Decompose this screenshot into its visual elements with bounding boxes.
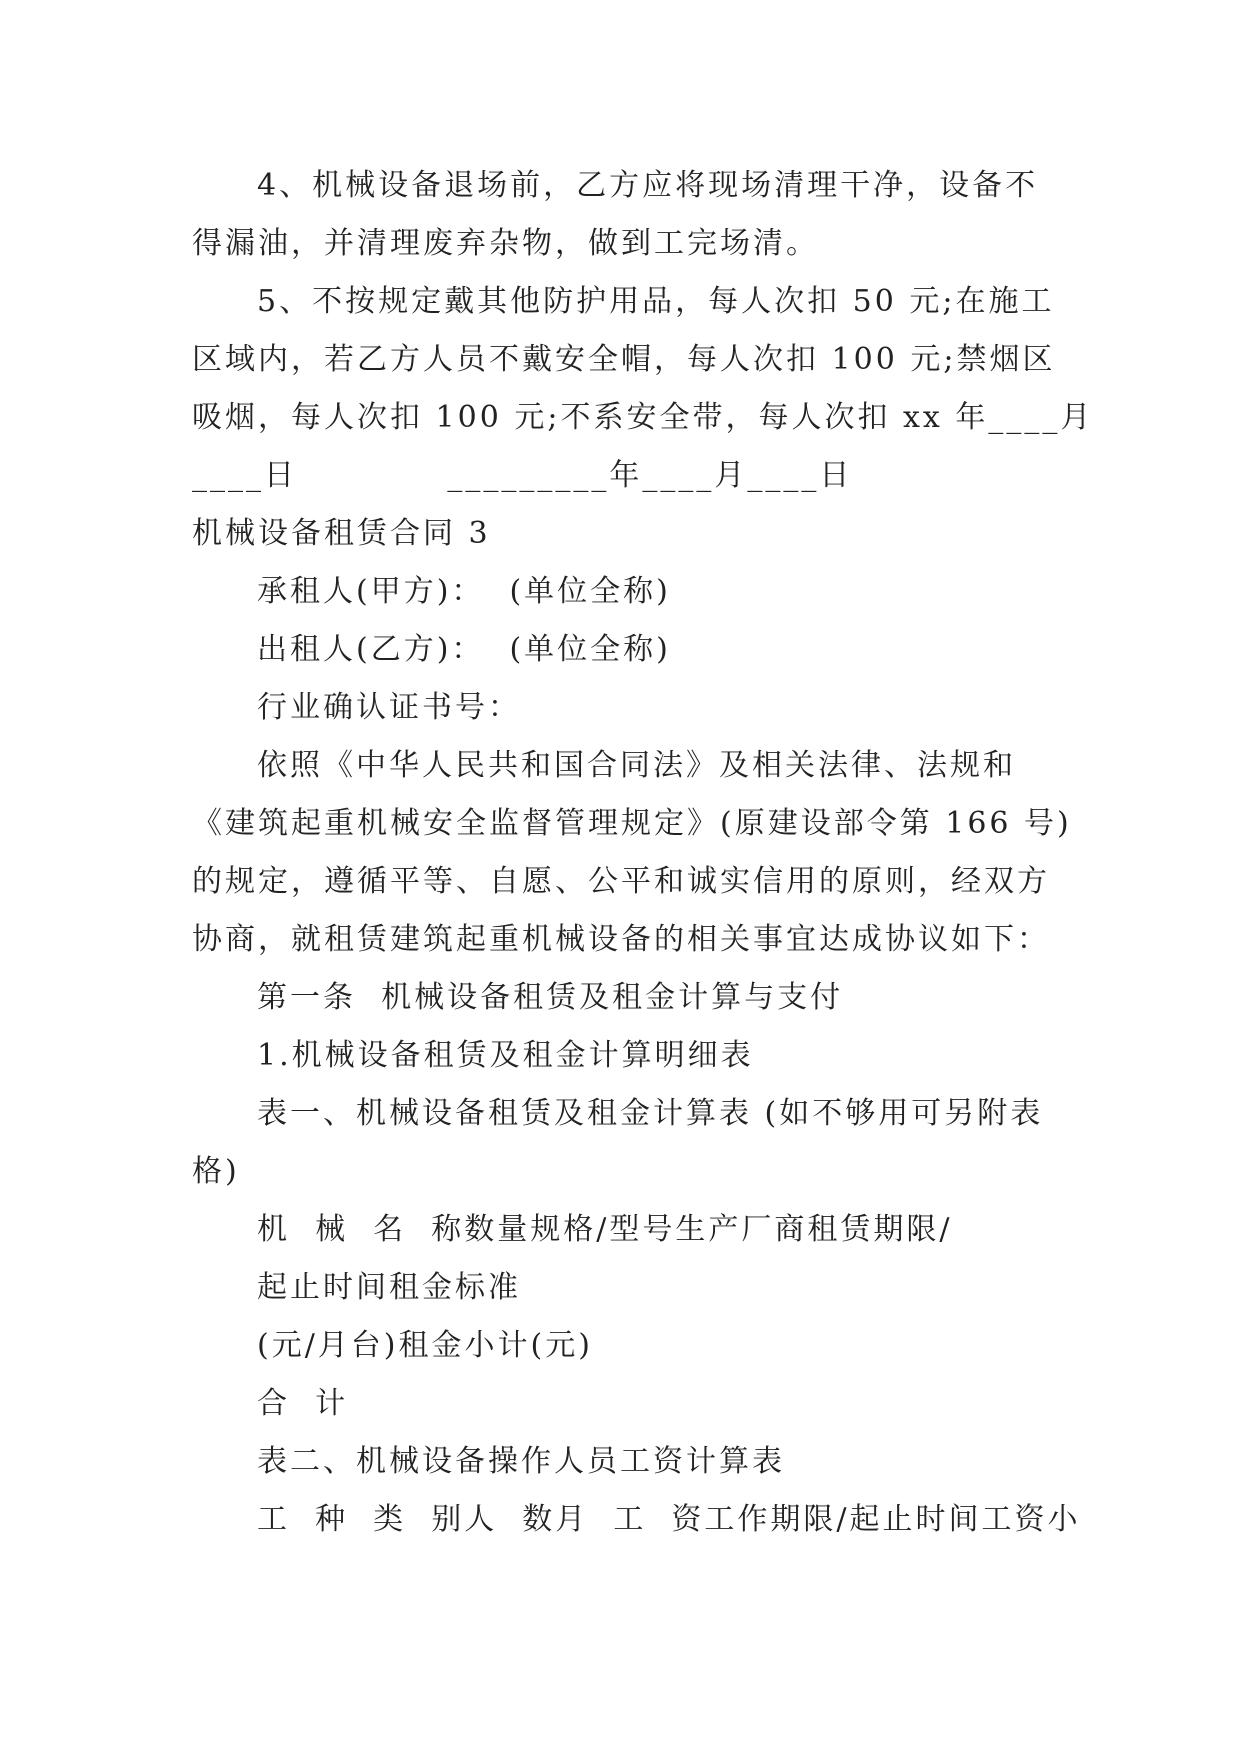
preamble-line-2: 《建筑起重机械安全监督管理规定》(原建设部令第 166 号) — [192, 806, 1072, 841]
article-1-heading: 第一条 机械设备租赁及租金计算与支付 — [257, 980, 844, 1015]
paragraph-4-line-2: 得漏油，并清理废弃杂物，做到工完场清。 — [192, 226, 819, 261]
preamble-line-1: 依照《中华人民共和国合同法》及相关法律、法规和 — [257, 748, 1016, 783]
date-line: ____日 _________年____月____日 — [192, 458, 853, 493]
item-1-heading: 1.机械设备租赁及租金计算明细表 — [257, 1038, 754, 1073]
lessee-line: 承租人(甲方)： (单位全称) — [257, 574, 671, 609]
paragraph-5-line-3: 吸烟，每人次扣 100 元;不系安全带，每人次扣 xx 年____月 — [192, 400, 1094, 435]
table-1-header-line-2: 起止时间租金标准 — [257, 1270, 521, 1305]
paragraph-5-line-1: 5、不按规定戴其他防护用品，每人次扣 50 元;在施工 — [257, 284, 1055, 319]
preamble-line-4: 协商，就租赁建筑起重机械设备的相关事宜达成协议如下： — [192, 922, 1050, 957]
preamble-line-3: 的规定，遵循平等、自愿、公平和诚实信用的原则，经双方 — [192, 864, 1050, 899]
table-2-caption: 表二、机械设备操作人员工资计算表 — [257, 1444, 785, 1479]
table-1-caption-line-1: 表一、机械设备租赁及租金计算表 (如不够用可另附表 — [257, 1096, 1044, 1131]
certificate-line: 行业确认证书号： — [257, 690, 521, 725]
paragraph-5-line-2: 区域内，若乙方人员不戴安全帽，每人次扣 100 元;禁烟区 — [192, 342, 1056, 377]
table-1-total: 合 计 — [257, 1386, 349, 1421]
table-2-header: 工 种 类 别人 数月 工 资工作期限/起止时间工资小 — [257, 1502, 1081, 1537]
paragraph-4-line-1: 4、机械设备退场前，乙方应将现场清理干净，设备不 — [257, 168, 1039, 203]
table-1-header-line-3: (元/月台)租金小计(元) — [257, 1328, 593, 1363]
table-1-header-line-1: 机 械 名 称数量规格/型号生产厂商租赁期限/ — [257, 1212, 953, 1247]
table-1-caption-line-2: 格) — [192, 1154, 240, 1189]
section-title: 机械设备租赁合同 3 — [192, 516, 491, 551]
lessor-line: 出租人(乙方)： (单位全称) — [257, 632, 671, 667]
